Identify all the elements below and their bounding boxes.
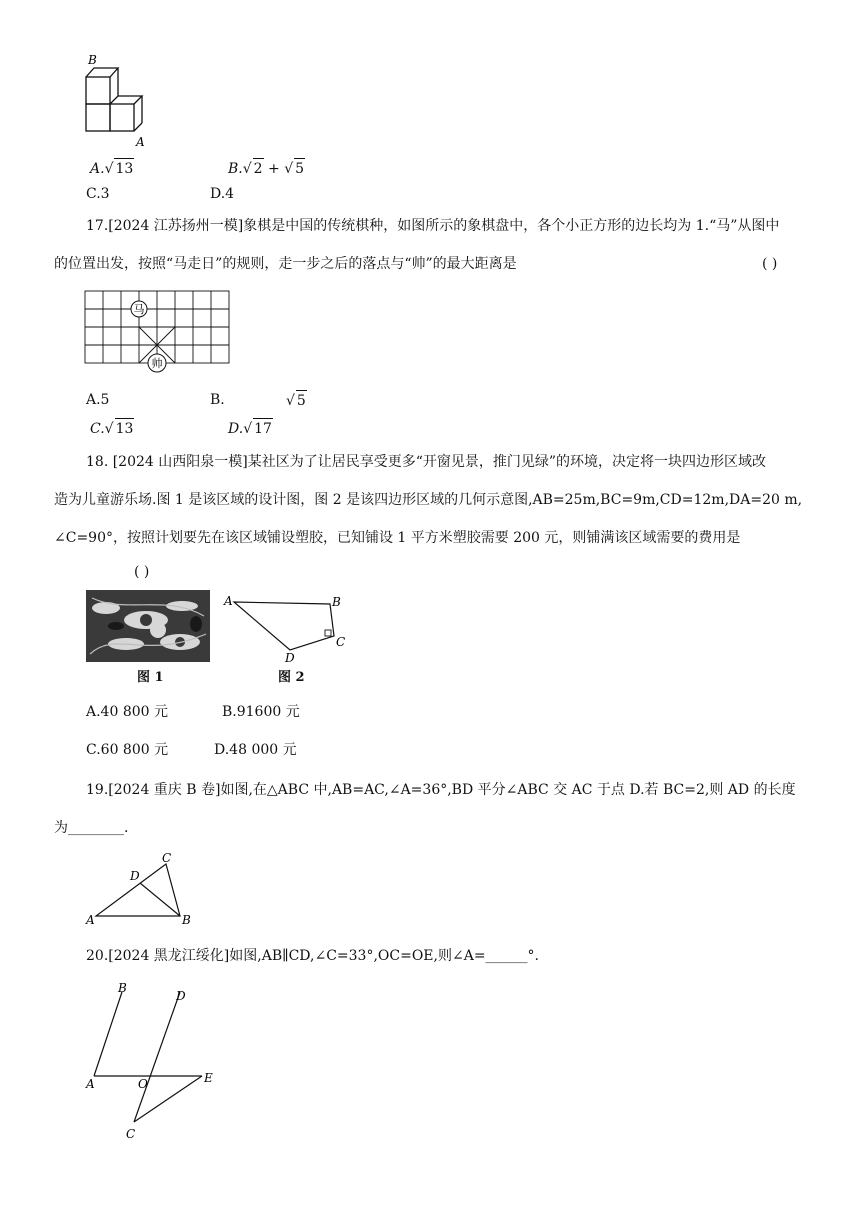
q17-option-b-value — [286, 390, 307, 411]
q18-caption-figure2: 图 2 — [278, 670, 305, 685]
q18-option-d[interactable]: D.48 000 元 — [214, 742, 297, 758]
sqrt-symbol: √ 13 — [105, 158, 135, 179]
option-prefix: B. — [228, 161, 243, 177]
q17-option-a[interactable]: A.5 — [86, 392, 110, 408]
sqrt-symbol: √ 5 — [286, 390, 307, 411]
q18-quadrilateral-figure — [222, 590, 352, 666]
q18-question-line2: 造为儿童游乐场.图 1 是该区域的设计图，图 2 是该四边形区域的几何示意图,AB=25m,BC=9m,CD=12m,DA=20 m, — [54, 492, 803, 508]
q19-label-c: C — [162, 851, 172, 865]
q20-label-e: E — [204, 1071, 213, 1085]
q19-label-b: B — [182, 913, 191, 927]
radicand: 5 — [296, 390, 307, 411]
q16-option-d[interactable]: D.4 — [210, 186, 235, 202]
sqrt-symbol: √ 2 — [243, 158, 264, 179]
radicand: 13 — [115, 418, 135, 439]
q19-question-line2: 为________. — [54, 820, 129, 836]
q18-question-line3: ∠C=90°，按照计划要先在该区域铺设塑胶，已知铺设 1 平方米塑胶需要 200 元，则铺满该区域需要的费用是 — [54, 530, 741, 546]
q16-option-b[interactable] — [228, 158, 305, 179]
radicand: 2 — [253, 158, 264, 179]
q17-shuai-piece: 帅 — [151, 357, 163, 370]
option-prefix: D. — [228, 421, 244, 437]
q18-label-c: C — [336, 635, 346, 649]
q18-option-b[interactable]: B.91600 元 — [222, 704, 300, 720]
q20-parallel-lines-figure — [82, 978, 222, 1142]
q18-label-d: D — [285, 651, 295, 665]
q18-label-a: A — [224, 594, 233, 608]
plus-sign: + — [263, 161, 285, 177]
q18-design-image — [86, 590, 210, 662]
q19-label-a: A — [86, 913, 95, 927]
radicand: 17 — [253, 418, 273, 439]
sqrt-symbol: √ 13 — [105, 418, 135, 439]
q17-option-b[interactable] — [210, 390, 225, 410]
sqrt-symbol: √ 5 — [284, 158, 305, 179]
q18-option-c[interactable]: C.60 800 元 — [86, 742, 169, 758]
q20-label-a: A — [86, 1077, 95, 1091]
q17-answer-paren: ( ) — [762, 256, 778, 272]
q18-answer-paren: ( ) — [134, 564, 150, 580]
q16-option-c[interactable]: C.3 — [86, 186, 110, 202]
radicand: 5 — [294, 158, 305, 179]
sqrt-symbol: √ 17 — [243, 418, 273, 439]
q20-label-c: C — [126, 1127, 136, 1141]
option-prefix: B. — [210, 392, 225, 408]
q16-option-a[interactable] — [90, 158, 134, 179]
option-prefix: A. — [90, 161, 105, 177]
q17-chessboard-figure — [84, 290, 230, 378]
q20-label-d: D — [176, 989, 186, 1003]
q18-option-a[interactable]: A.40 800 元 — [86, 704, 168, 720]
q18-label-b: B — [332, 595, 341, 609]
q19-triangle-figure — [82, 850, 202, 930]
radicand: 13 — [114, 158, 134, 179]
q19-question-line1: 19.[2024 重庆 B 卷]如图,在△ABC 中,AB=AC,∠A=36°,BD 平分∠ABC 交 AC 于点 D.若 BC=2,则 AD 的长度 — [86, 782, 796, 798]
q17-question-line2: 的位置出发，按照“马走日”的规则，走一步之后的落点与“帅”的最大距离是 — [54, 256, 517, 272]
q17-option-d[interactable] — [228, 418, 273, 439]
q16-label-a: A — [136, 135, 145, 149]
q20-label-b: B — [118, 981, 127, 995]
q17-option-c[interactable] — [90, 418, 134, 439]
option-prefix: C. — [90, 421, 105, 437]
q19-label-d: D — [130, 869, 140, 883]
q18-question-line1: 18. [2024 山西阳泉一模]某社区为了让居民享受更多“开窗见景，推门见绿”的环境，决定将一块四边形区域改 — [86, 454, 767, 470]
q17-ma-piece: 马 — [133, 303, 145, 316]
q20-question-line1: 20.[2024 黑龙江绥化]如图,AB∥CD,∠C=33°,OC=OE,则∠A=______°. — [86, 948, 539, 964]
q16-label-b: B — [88, 53, 97, 67]
q18-caption-figure1: 图 1 — [137, 670, 164, 685]
q17-question-line1: 17.[2024 江苏扬州一模]象棋是中国的传统棋种，如图所示的象棋盘中，各个小正方形的边长均为 1.“马”从图中 — [86, 218, 780, 234]
q20-label-o: O — [138, 1077, 148, 1091]
q16-cubes-figure — [78, 50, 158, 150]
